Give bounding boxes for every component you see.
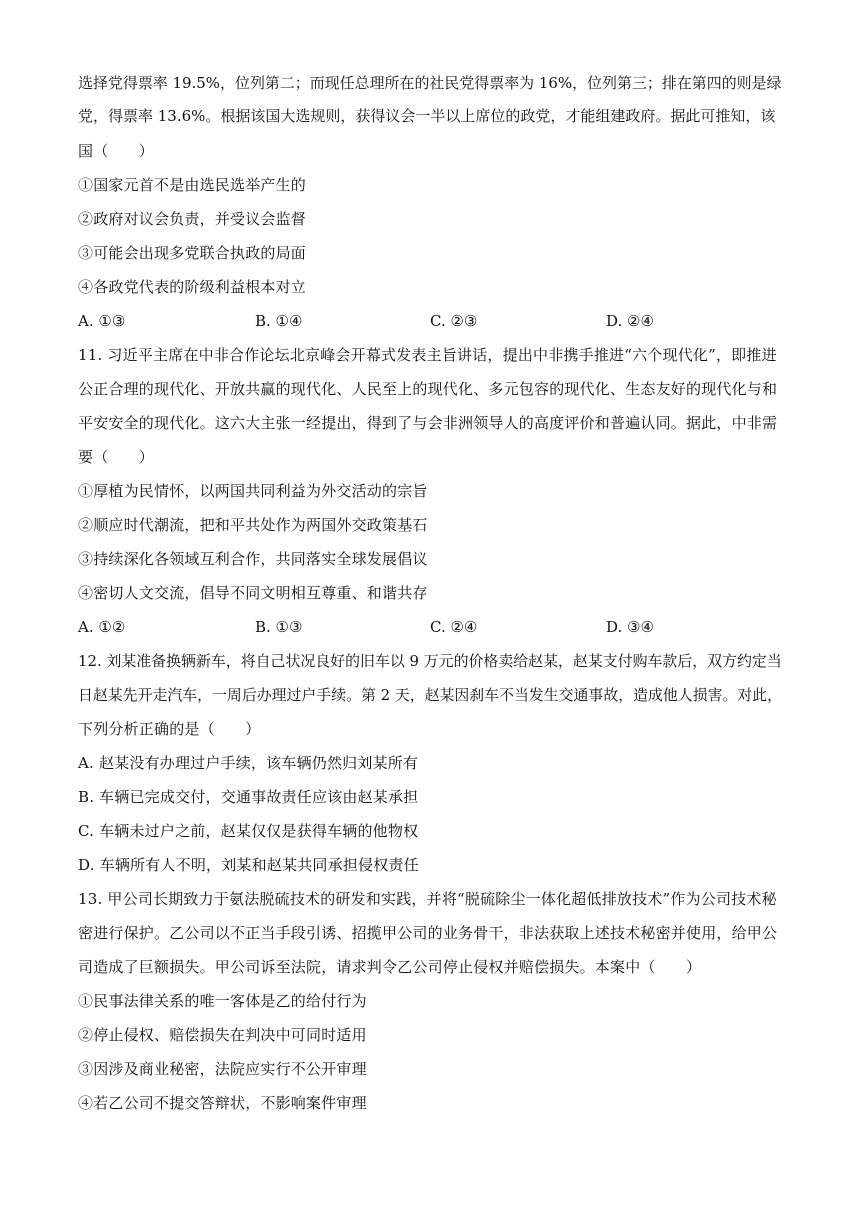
q10-item-3: ③可能会出现多党联合执政的局面 [78, 244, 307, 262]
q11-item-3: ③持续深化各领域互利合作，共同落实全球发展倡议 [78, 550, 428, 568]
q12-option-c: C. 车辆未过户之前，赵某仅仅是获得车辆的他物权 [78, 822, 419, 840]
q12-option-a: A. 赵某没有办理过户手续，该车辆仍然归刘某所有 [78, 754, 419, 772]
q12-option-d: D. 车辆所有人不明，刘某和赵某共同承担侵权责任 [78, 856, 419, 874]
q11-option-d: D. ③④ [606, 618, 654, 636]
q10-item-2: ②政府对议会负责，并受议会监督 [78, 210, 307, 228]
q10-option-a: A. ①③ [78, 312, 126, 330]
q11-option-a: A. ①② [78, 618, 126, 636]
q10-stem-line-1: 选择党得票率 19.5%，位列第二；而现任总理所在的社民党得票率为 16%，位列第三；排在第四的则是绿 [78, 74, 782, 92]
q11-stem-line-2: 公正合理的现代化、开放共赢的现代化、人民至上的现代化、多元包容的现代化、生态友好的现代化与和 [78, 380, 778, 398]
q13-stem-line-1: 13. 甲公司长期致力于氨法脱硫技术的研发和实践，并将“脱硫除尘一体化超低排放技术”作为公司技术秘 [78, 890, 777, 908]
q10-option-b: B. ①④ [255, 312, 303, 330]
q10-item-1: ①国家元首不是由选民选举产生的 [78, 176, 307, 194]
q10-stem-line-2: 党，得票率 13.6%。根据该国大选规则，获得议会一半以上席位的政党，才能组建政府。据此可推知，该 [78, 107, 776, 125]
q13-stem-line-3: 司造成了巨额损失。甲公司诉至法院，请求判令乙公司停止侵权并赔偿损失。本案中（ ） [78, 958, 702, 976]
q12-option-b: B. 车辆已完成交付，交通事故责任应该由赵某承担 [78, 788, 419, 806]
q12-stem-line-3: 下列分析正确的是（ ） [78, 720, 261, 738]
q13-stem-line-2: 密进行保护。乙公司以不正当手段引诱、招揽甲公司的业务骨干，非法获取上述技术秘密并使用，给甲公 [78, 924, 778, 942]
q10-stem-line-3: 国（ ） [78, 142, 155, 160]
q12-stem-line-2: 日赵某先开走汽车，一周后办理过户手续。第 2 天，赵某因刹车不当发生交通事故，造成他人损害。对此， [78, 686, 783, 704]
q10-item-4: ④各政党代表的阶级利益根本对立 [78, 278, 307, 296]
q11-item-1: ①厚植为民情怀，以两国共同利益为外交活动的宗旨 [78, 482, 428, 500]
q11-stem-line-3: 平安安全的现代化。这六大主张一经提出，得到了与会非洲领导人的高度评价和普遍认同。据此，中非需 [78, 414, 778, 432]
q13-item-2: ②停止侵权、赔偿损失在判决中可同时适用 [78, 1026, 367, 1044]
q11-stem-line-4: 要（ ） [78, 448, 155, 466]
q10-option-d: D. ②④ [606, 312, 654, 330]
q11-option-b: B. ①③ [255, 618, 303, 636]
q13-item-3: ③因涉及商业秘密，法院应实行不公开审理 [78, 1060, 367, 1078]
q12-stem-line-1: 12. 刘某准备换辆新车，将自己状况良好的旧车以 9 万元的价格卖给赵某，赵某支付购车款后，双方约定当 [78, 652, 782, 670]
q11-option-c: C. ②④ [430, 618, 478, 636]
q13-item-4: ④若乙公司不提交答辩状，不影响案件审理 [78, 1094, 367, 1112]
q13-item-1: ①民事法律关系的唯一客体是乙的给付行为 [78, 992, 367, 1010]
q11-item-4: ④密切人文交流，倡导不同文明相互尊重、和谐共存 [78, 584, 428, 602]
q11-item-2: ②顺应时代潮流，把和平共处作为两国外交政策基石 [78, 516, 428, 534]
q11-stem-line-1: 11. 习近平主席在中非合作论坛北京峰会开幕式发表主旨讲话，提出中非携手推进“六个现代化”，即推进 [78, 346, 777, 364]
q10-option-c: C. ②③ [430, 312, 478, 330]
